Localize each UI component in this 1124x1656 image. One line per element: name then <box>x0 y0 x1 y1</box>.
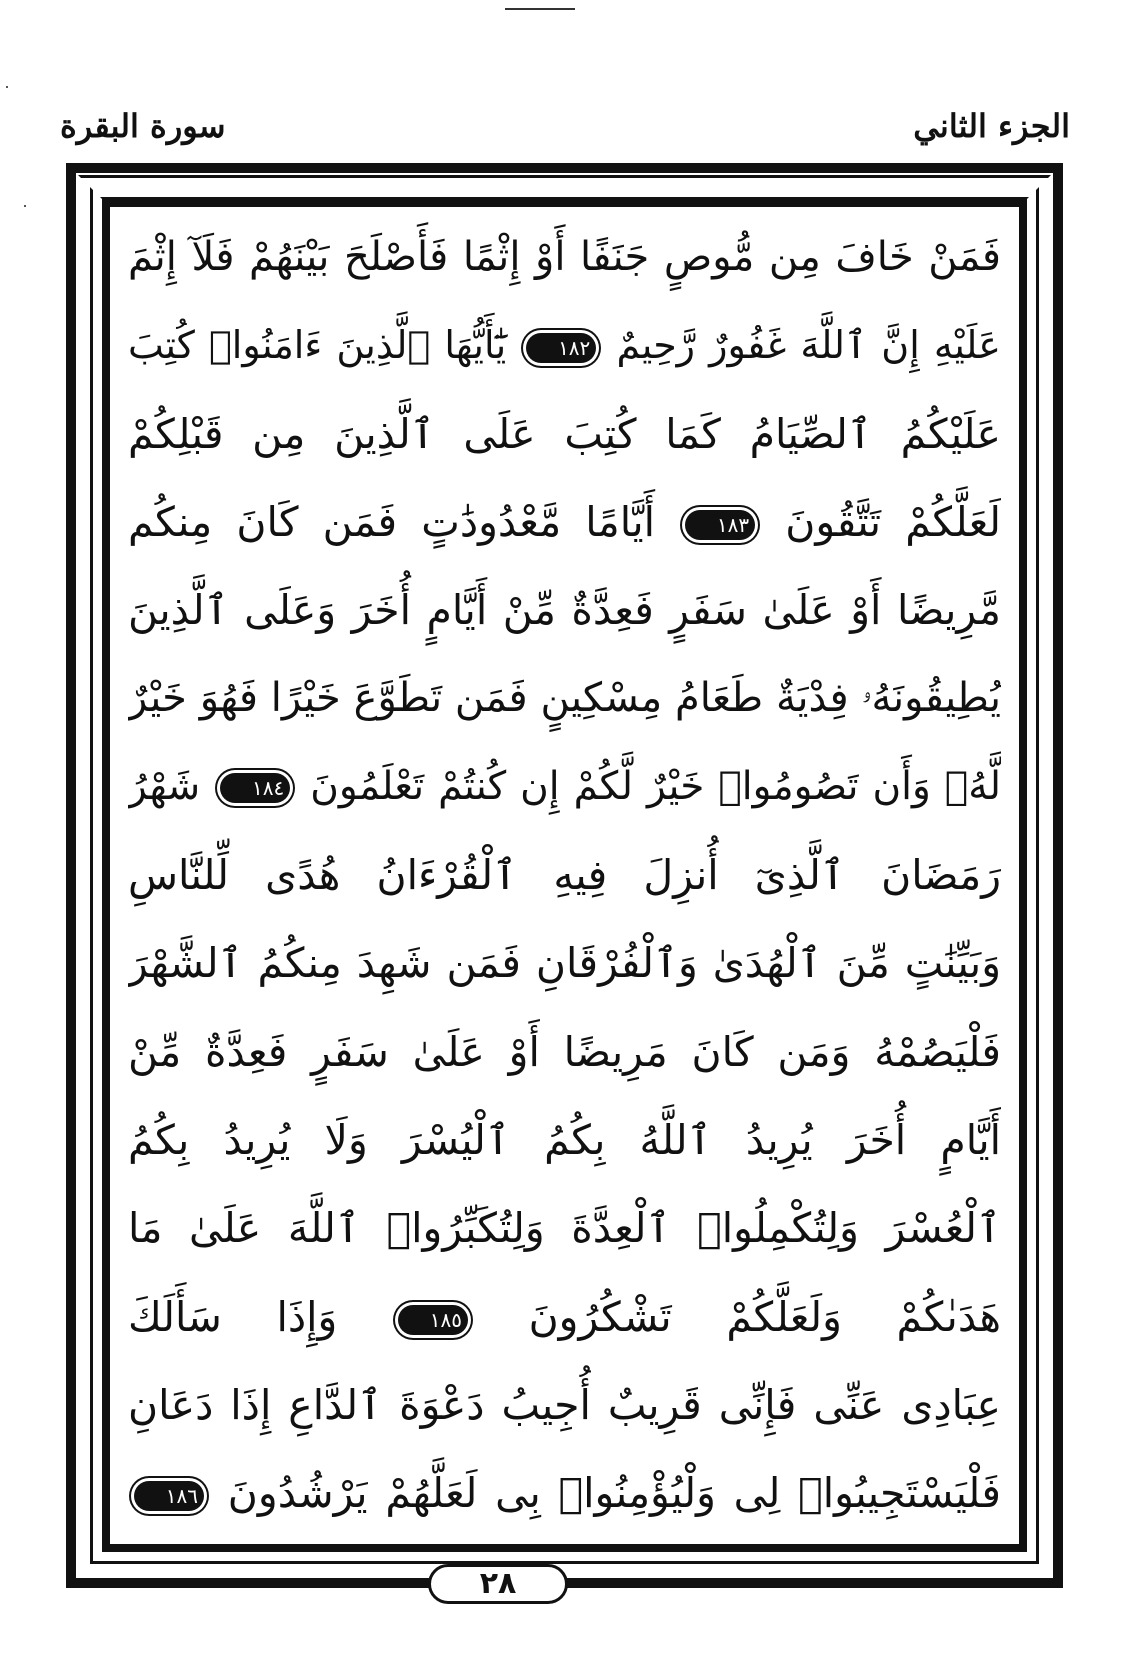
ayah-number-marker: ١٨٣ <box>685 510 755 540</box>
verse-segment: ٱلْعُسْرَ وَلِتُكْمِلُوا۟ ٱلْعِدَّةَ وَلِتُكَبِّرُوا۟ ٱللَّهَ عَلَىٰ مَا <box>128 1204 1001 1253</box>
verse-line <box>128 1008 1001 1096</box>
margin-speck <box>6 86 8 88</box>
verse-segment: عَلَيْهِ إِنَّ ٱللَّهَ غَفُورٌ رَّحِيمٌ <box>616 323 1001 368</box>
verse-segment: فَمَنْ خَافَ مِن مُّوصٍ جَنَفًا أَوْ إِثْمًا فَأَصْلَحَ بَيْنَهُمْ فَلَآ إِثْمَ <box>128 234 1001 280</box>
verse-line <box>128 1273 1001 1361</box>
ayah-number-marker: ١٨٢ <box>526 333 596 363</box>
verse-line <box>128 654 1001 742</box>
verse-line <box>128 919 1001 1007</box>
verse-line <box>128 1449 1001 1537</box>
margin-speck <box>24 205 26 207</box>
verse-segment: وَإِذَا سَأَلَكَ <box>128 1292 338 1341</box>
verse-segment: لَّهُۥ وَأَن تَصُومُوا۟ خَيْرٌ لَّكُمْ إِن كُنتُمْ تَعْلَمُونَ <box>310 763 1001 809</box>
verse-segment: مَّرِيضًا أَوْ عَلَىٰ سَفَرٍ فَعِدَّةٌ مِّنْ أَيَّامٍ أُخَرَ وَعَلَى ٱلَّذِينَ <box>128 586 1001 635</box>
page-number-cartouche <box>428 1564 568 1604</box>
page-header <box>60 96 1070 156</box>
verse-segment: عِبَادِى عَنِّى فَإِنِّى قَرِيبٌ أُجِيبُ دَعْوَةَ ٱلدَّاعِ إِذَا دَعَانِ <box>128 1380 1001 1429</box>
surah-title: سورة البقرة <box>60 107 226 145</box>
verse-line <box>128 1361 1001 1449</box>
verse-line <box>128 390 1001 478</box>
verse-segment: فَلْيَسْتَجِيبُوا۟ لِى وَلْيُؤْمِنُوا۟ بِى لَعَلَّهُمْ يَرْشُدُونَ <box>227 1469 1001 1518</box>
verse-segment: أَيَّامًا مَّعْدُودَٰتٍ فَمَن كَانَ مِنكُم <box>128 497 656 546</box>
verse-segment: يَٰٓأَيُّهَا ٱلَّذِينَ ءَامَنُوا۟ كُتِبَ <box>128 323 507 368</box>
page-number: ٢٨ <box>479 1566 517 1601</box>
verse-line <box>128 301 1001 389</box>
verse-segment: يُطِيقُونَهُۥ فِدْيَةٌ طَعَامُ مِسْكِينٍ فَمَن تَطَوَّعَ خَيْرًا فَهُوَ خَيْرٌ <box>128 675 1001 722</box>
verse-line <box>128 566 1001 654</box>
verse-text-area <box>128 213 1001 1538</box>
ayah-number-marker: ١٨٥ <box>398 1305 468 1335</box>
verse-segment: أَيَّامٍ أُخَرَ يُرِيدُ ٱللَّهُ بِكُمُ ٱلْيُسْرَ وَلَا يُرِيدُ بِكُمُ <box>128 1115 1001 1164</box>
verse-line <box>128 743 1001 831</box>
ayah-number-marker: ١٨٤ <box>220 773 290 803</box>
verse-segment: رَمَضَانَ ٱلَّذِىٓ أُنزِلَ فِيهِ ٱلْقُرْءَانُ هُدًى لِّلنَّاسِ <box>128 851 1001 900</box>
verse-line <box>128 478 1001 566</box>
verse-line <box>128 1096 1001 1184</box>
verse-line <box>128 1184 1001 1272</box>
verse-segment: لَعَلَّكُمْ تَتَّقُونَ <box>785 497 1001 546</box>
text-panel <box>110 207 1019 1544</box>
verse-segment: هَدَىٰكُمْ وَلَعَلَّكُمْ تَشْكُرُونَ <box>528 1292 1001 1341</box>
ayah-number-marker: ١٨٦ <box>134 1481 204 1511</box>
verse-segment: وَبَيِّنَٰتٍ مِّنَ ٱلْهُدَىٰ وَٱلْفُرْقَانِ فَمَن شَهِدَ مِنكُمُ ٱلشَّهْرَ <box>128 939 1001 988</box>
verse-segment: عَلَيْكُمُ ٱلصِّيَامُ كَمَا كُتِبَ عَلَى ٱلَّذِينَ مِن قَبْلِكُمْ <box>128 409 1001 458</box>
verse-line <box>128 213 1001 301</box>
top-rule <box>505 8 575 10</box>
juz-title: الجزء الثاني <box>913 107 1070 145</box>
verse-segment: شَهْرُ <box>128 763 201 809</box>
verse-line <box>128 831 1001 919</box>
verse-segment: فَلْيَصُمْهُ وَمَن كَانَ مَرِيضًا أَوْ عَلَىٰ سَفَرٍ فَعِدَّةٌ مِّنْ <box>128 1027 1001 1076</box>
